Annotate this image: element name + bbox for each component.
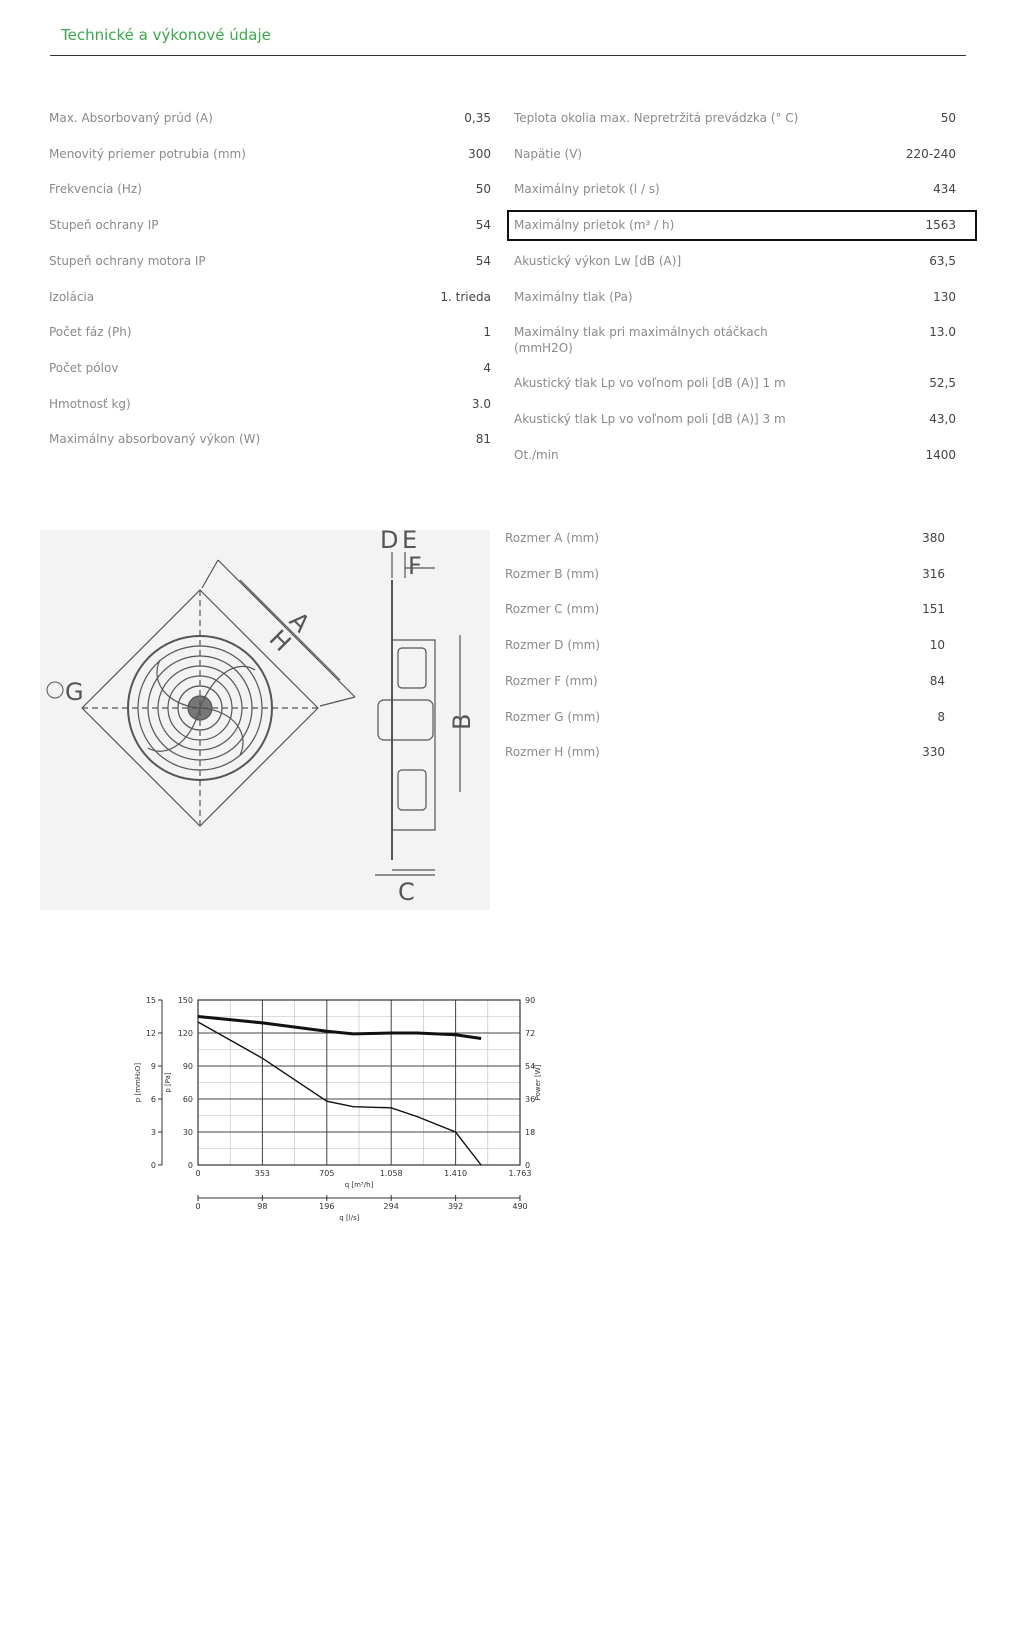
y-axis-label-pa: p [Pa]: [164, 1072, 172, 1093]
y-tick-label-power: 0: [525, 1161, 531, 1170]
spec-row: [505, 637, 945, 671]
spec-label-continued: (mmH2O): [514, 341, 573, 355]
spec-value: 330: [922, 745, 945, 759]
spec-label: Akustický tlak Lp vo voľnom poli [dB (A)] 1 m: [514, 376, 786, 390]
spec-label: Počet pólov: [49, 361, 119, 375]
spec-value: 8: [937, 710, 945, 724]
section-title: Technické a výkonové údaje: [61, 26, 271, 44]
dim-f-label: F: [408, 552, 422, 580]
x2-tick-label: 294: [383, 1202, 399, 1211]
spec-label: Rozmer D (mm): [505, 638, 601, 652]
spec-label: Počet fáz (Ph): [49, 325, 132, 339]
y-tick-label-mmh2o: 3: [150, 1128, 156, 1137]
spec-label: Hmotnosť kg): [49, 397, 131, 411]
y-tick-label-power: 72: [525, 1029, 536, 1038]
spec-label: Rozmer C (mm): [505, 602, 600, 616]
spec-value: 13.0: [929, 325, 956, 339]
y-tick-label-mmh2o: 0: [150, 1161, 156, 1170]
spec-value: 1563: [925, 218, 956, 232]
spec-row: [514, 110, 956, 144]
spec-value: 434: [933, 182, 956, 196]
spec-row: [505, 673, 945, 707]
spec-label: Stupeň ochrany IP: [49, 218, 159, 232]
spec-label: Rozmer B (mm): [505, 567, 600, 581]
dim-a-label: A: [283, 606, 316, 638]
spec-row: [514, 375, 956, 409]
spec-row: [49, 324, 491, 358]
dim-c-label: C: [398, 878, 415, 906]
spec-label: Menovitý priemer potrubia (mm): [49, 147, 246, 161]
spec-row: [514, 447, 956, 481]
spec-row: [49, 431, 491, 465]
spec-label: Izolácia: [49, 290, 95, 304]
spec-row: [505, 744, 945, 778]
spec-row: [514, 253, 956, 287]
spec-value: 4: [483, 361, 491, 375]
spec-value: 1: [483, 325, 491, 339]
spec-label: Rozmer A (mm): [505, 531, 600, 545]
pressure-curve: [198, 1022, 481, 1165]
spec-value: 52,5: [929, 376, 956, 390]
spec-row: [505, 709, 945, 743]
y-tick-label-mmh2o: 9: [150, 1062, 156, 1071]
spec-value: 54: [475, 218, 491, 232]
spec-list-left: [49, 110, 491, 450]
spec-row: [49, 217, 491, 251]
spec-value: 10: [929, 638, 945, 652]
dimension-list: [505, 530, 945, 790]
x2-tick-label: 0: [195, 1202, 201, 1211]
power-curve: [198, 1017, 481, 1039]
spec-value: 1. trieda: [440, 290, 491, 304]
spec-value: 0,35: [464, 111, 491, 125]
side-view: [375, 552, 460, 875]
y-axis-label-mmh2o: p [mmH₂O]: [134, 1062, 142, 1103]
spec-value: 43,0: [929, 412, 956, 426]
y-tick-label-pa: 0: [187, 1161, 193, 1170]
spec-label: Akustický výkon Lw [dB (A)]: [514, 254, 682, 268]
spec-label: Teplota okolia max. Nepretržitá prevádzka (° C): [514, 111, 799, 125]
dim-h-label: H: [263, 624, 297, 658]
spec-value: 130: [933, 290, 956, 304]
fan-dimension-diagram: [40, 530, 490, 910]
y-tick-label-mmh2o: 12: [145, 1029, 156, 1038]
spec-value: 63,5: [929, 254, 956, 268]
spec-label: Akustický tlak Lp vo voľnom poli [dB (A)] 3 m: [514, 412, 786, 426]
spec-row: [49, 110, 491, 144]
spec-value: 220-240: [905, 147, 956, 161]
y-tick-label-pa: 120: [177, 1029, 193, 1038]
x2-tick-label: 392: [447, 1202, 464, 1211]
x-tick-label: 1.763: [508, 1169, 532, 1178]
spec-label: Napätie (V): [514, 147, 583, 161]
dim-d-label: D: [380, 530, 399, 554]
x-tick-label: 1.058: [379, 1169, 403, 1178]
spec-row: [49, 146, 491, 180]
spec-row: [49, 181, 491, 215]
spec-row: [514, 411, 956, 445]
y-tick-label-power: 90: [525, 996, 536, 1005]
spec-label: Rozmer G (mm): [505, 710, 601, 724]
spec-value: 54: [475, 254, 491, 268]
spec-value: 84: [929, 674, 945, 688]
spec-label: Maximálny absorbovaný výkon (W): [49, 432, 261, 446]
spec-value: 1400: [925, 448, 956, 462]
dim-g-circle-symbol: [47, 682, 63, 698]
dim-e-label: E: [402, 530, 418, 554]
y-tick-label-power: 54: [525, 1062, 536, 1071]
spec-value: 151: [922, 602, 945, 616]
y-tick-label-mmh2o: 15: [145, 996, 156, 1005]
dim-b-label: B: [448, 713, 476, 730]
spec-label: Frekvencia (Hz): [49, 182, 142, 196]
spec-value: 300: [468, 147, 491, 161]
y-axis-label-power: Power [W]: [534, 1064, 542, 1101]
dim-g-label: G: [65, 678, 84, 706]
spec-row: [49, 289, 491, 323]
x2-tick-label: 490: [512, 1202, 528, 1211]
spec-value: 316: [922, 567, 945, 581]
spec-label: Stupeň ochrany motora IP: [49, 254, 206, 268]
spec-row: [514, 146, 956, 180]
spec-row: [505, 566, 945, 600]
spec-row: [505, 530, 945, 564]
spec-value: 3.0: [471, 397, 491, 411]
y-tick-label-pa: 90: [182, 1062, 193, 1071]
spec-label: Ot./min: [514, 448, 559, 462]
performance-chart: [120, 985, 590, 1265]
x-tick-label: 0: [195, 1169, 201, 1178]
spec-list-right: [514, 110, 956, 470]
y-tick-label-pa: 150: [177, 996, 193, 1005]
x-tick-label: 1.410: [444, 1169, 468, 1178]
spec-label: Maximálny prietok (m³ / h): [514, 218, 675, 232]
spec-value: 81: [475, 432, 491, 446]
spec-row: [505, 601, 945, 635]
front-view: [82, 560, 355, 826]
spec-row: [49, 360, 491, 394]
spec-label: Maximálny tlak pri maximálnych otáčkach: [514, 325, 768, 339]
x-tick-label: 353: [254, 1169, 271, 1178]
spec-label: Maximálny prietok (l / s): [514, 182, 660, 196]
spec-row: [514, 324, 956, 358]
spec-value: 50: [940, 111, 956, 125]
y-tick-label-pa: 60: [182, 1095, 193, 1104]
motor-body: [378, 700, 433, 740]
spec-row: [49, 253, 491, 287]
x2-tick-label: 196: [319, 1202, 335, 1211]
y-tick-label-power: 36: [525, 1095, 536, 1104]
spec-label: Maximálny tlak (Pa): [514, 290, 633, 304]
spec-row: [49, 396, 491, 430]
spec-row: [514, 289, 956, 323]
y-tick-label-pa: 30: [182, 1128, 193, 1137]
x2-tick-label: 98: [257, 1202, 268, 1211]
spec-label: Rozmer F (mm): [505, 674, 598, 688]
highlight-box: [507, 210, 977, 241]
x2-axis-label: q [l/s]: [339, 1214, 360, 1222]
spec-value: 50: [475, 182, 491, 196]
y-tick-label-mmh2o: 6: [150, 1095, 156, 1104]
spec-label: Max. Absorbovaný prúd (A): [49, 111, 213, 125]
title-divider: [50, 55, 966, 56]
y-tick-label-power: 18: [525, 1128, 536, 1137]
spec-label: Rozmer H (mm): [505, 745, 600, 759]
x-tick-label: 705: [319, 1169, 335, 1178]
x-axis-label: q [m³/h]: [344, 1181, 374, 1189]
spec-value: 380: [922, 531, 945, 545]
